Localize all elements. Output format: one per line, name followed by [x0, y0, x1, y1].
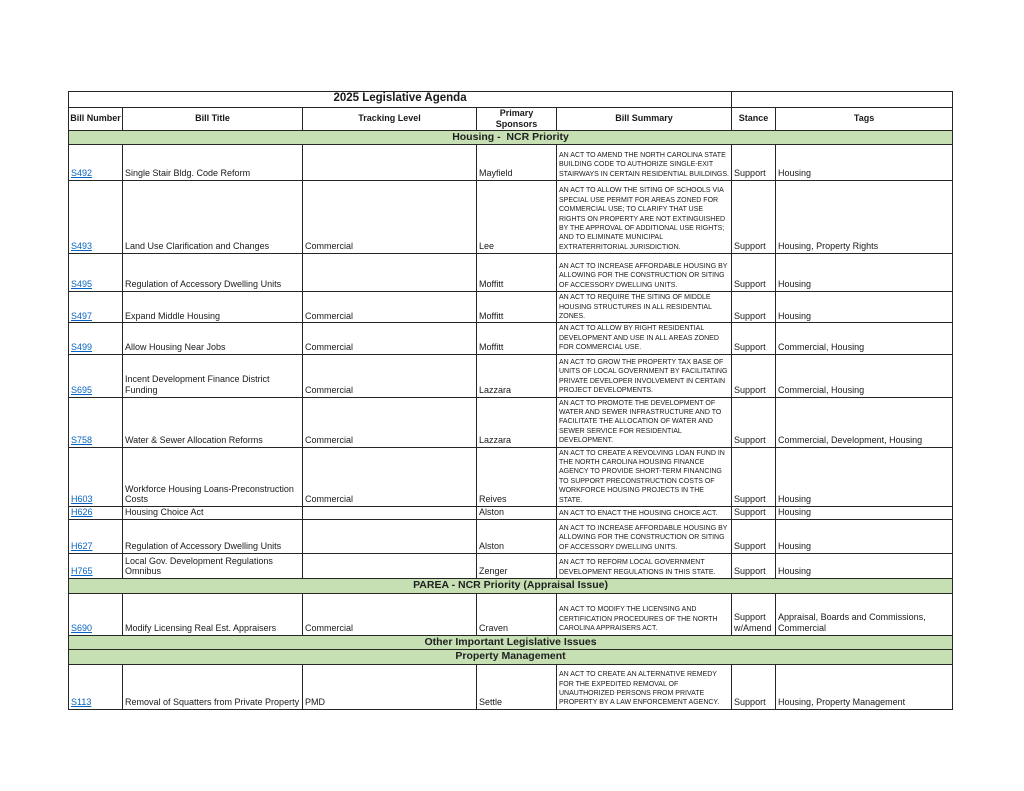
tags-cell: Housing — [776, 254, 953, 292]
bill-summary-cell: AN ACT TO ALLOW BY RIGHT RESIDENTIAL DEVELOPMENT AND USE IN ALL AREAS ZONED FOR COMMERCIAL USE. — [557, 323, 732, 354]
bill-summary-cell: AN ACT TO AMEND THE NORTH CAROLINA STATE BUILDING CODE TO AUTHORIZE SINGLE-EXIT STAIRWAYS IN CERTAIN RESIDENTIAL BUILDINGS. — [557, 145, 732, 181]
tracking-level-cell — [303, 145, 477, 181]
bill-summary-cell: AN ACT TO CREATE A REVOLVING LOAN FUND IN THE NORTH CAROLINA HOUSING FINANCE AGENCY TO PROVIDE SHORT-TERM FINANCING TO SUPPORT PRECONSTRUCTION COSTS OF WORKFORCE HOUSING PROJECTS IN THE STATE. — [557, 447, 732, 506]
bill-title-cell: Workforce Housing Loans-Preconstruction Costs — [123, 447, 303, 506]
section-header-label: Housing - NCR Priority — [69, 130, 953, 145]
primary-sponsors-cell: Settle — [477, 664, 557, 709]
tags-cell: Commercial, Housing — [776, 354, 953, 397]
tags-cell: Housing — [776, 520, 953, 554]
bill-number-cell — [69, 520, 123, 554]
bill-number-link[interactable]: H626 — [71, 507, 93, 518]
bill-number-cell — [69, 397, 123, 447]
bill-title-cell: Regulation of Accessory Dwelling Units — [123, 520, 303, 554]
section-header-row — [69, 650, 953, 665]
stance-cell: Support — [732, 447, 776, 506]
bill-number-cell — [69, 593, 123, 635]
primary-sponsors-cell: Craven — [477, 593, 557, 635]
bill-number-link[interactable]: S497 — [71, 310, 93, 321]
tracking-level-cell: Commercial — [303, 292, 477, 323]
title-row — [69, 92, 953, 108]
bill-summary-cell: AN ACT TO CREATE AN ALTERNATIVE REMEDY FOR THE EXPEDITED REMOVAL OF UNAUTHORIZED PERSONS FROM PRIVATE PROPERTY BY A LAW ENFORCEMENT AGENCY. — [557, 664, 732, 709]
bill-number-link[interactable]: S690 — [71, 622, 93, 633]
bill-number-link[interactable]: S758 — [71, 434, 93, 445]
bill-summary-cell: AN ACT TO MODIFY THE LICENSING AND CERTIFICATION PROCEDURES OF THE NORTH CAROLINA APPRAISERS ACT. — [557, 593, 732, 635]
bill-title-cell: Modify Licensing Real Est. Appraisers — [123, 593, 303, 635]
bill-number-cell — [69, 507, 123, 520]
bill-row — [69, 447, 953, 506]
tags-cell: Commercial, Housing — [776, 323, 953, 354]
bill-title-cell: Removal of Squatters from Private Property — [123, 664, 303, 709]
bill-number-cell — [69, 145, 123, 181]
bill-number-link[interactable]: S493 — [71, 241, 93, 252]
stance-cell: Support — [732, 145, 776, 181]
tracking-level-cell — [303, 520, 477, 554]
tracking-level-cell — [303, 554, 477, 579]
tracking-level-cell: Commercial — [303, 181, 477, 254]
primary-sponsors-cell: Moffitt — [477, 292, 557, 323]
bill-summary-cell: AN ACT TO ALLOW THE SITING OF SCHOOLS VIA SPECIAL USE PERMIT FOR AREAS ZONED FOR COMMERCIAL USE; TO CLARIFY THAT USE RIGHTS ON PROPERTY ARE NOT EXTINGUISHED BY THE APPROVAL OF ADDITIONAL USE RIGHTS; AND TO ELIMINATE MUNICIPAL EXTRATERRITORIAL JURISDICTION. — [557, 181, 732, 254]
bill-number-cell — [69, 447, 123, 506]
stance-cell: Support w/Amend — [732, 593, 776, 635]
bill-number-link[interactable]: S499 — [71, 341, 93, 352]
bill-title-cell: Allow Housing Near Jobs — [123, 323, 303, 354]
bill-row — [69, 323, 953, 354]
page-title: 2025 Legislative Agenda — [69, 92, 732, 108]
col-header-bill-number: Bill Number — [69, 108, 123, 131]
tags-cell: Housing — [776, 447, 953, 506]
bill-number-cell — [69, 292, 123, 323]
bill-row — [69, 397, 953, 447]
bill-summary-cell: AN ACT TO GROW THE PROPERTY TAX BASE OF UNITS OF LOCAL GOVERNMENT BY FACILITATING PRIVATE DEVELOPER INVOLVEMENT IN CERTAIN PROJECT DEVELOPMENTS. — [557, 354, 732, 397]
bill-number-cell — [69, 323, 123, 354]
primary-sponsors-cell: Alston — [477, 520, 557, 554]
bill-title-cell: Water & Sewer Allocation Reforms — [123, 397, 303, 447]
section-header-label: Other Important Legislative Issues — [69, 635, 953, 650]
section-header-label: PAREA - NCR Priority (Appraisal Issue) — [69, 579, 953, 594]
tags-cell: Housing, Property Management — [776, 664, 953, 709]
stance-cell: Support — [732, 664, 776, 709]
tracking-level-cell: Commercial — [303, 354, 477, 397]
stance-cell: Support — [732, 292, 776, 323]
bill-row — [69, 181, 953, 254]
section-header-row — [69, 130, 953, 145]
bill-row — [69, 664, 953, 709]
col-header-bill-title: Bill Title — [123, 108, 303, 131]
primary-sponsors-cell: Mayfield — [477, 145, 557, 181]
bill-number-link[interactable]: S113 — [71, 697, 92, 708]
bill-summary-cell: AN ACT TO INCREASE AFFORDABLE HOUSING BY ALLOWING FOR THE CONSTRUCTION OR SITING OF ACCESSORY DWELLING UNITS. — [557, 254, 732, 292]
bill-number-cell — [69, 664, 123, 709]
bill-title-cell: Land Use Clarification and Changes — [123, 181, 303, 254]
agenda-table — [68, 91, 953, 710]
stance-cell: Support — [732, 554, 776, 579]
bill-title-cell: Local Gov. Development Regulations Omnibus — [123, 554, 303, 579]
bill-row — [69, 520, 953, 554]
primary-sponsors-cell: Zenger — [477, 554, 557, 579]
primary-sponsors-cell: Lazzara — [477, 397, 557, 447]
primary-sponsors-cell: Moffitt — [477, 323, 557, 354]
tags-cell: Housing, Property Rights — [776, 181, 953, 254]
tracking-level-cell: PMD — [303, 664, 477, 709]
tags-cell: Housing — [776, 292, 953, 323]
bill-title-cell: Housing Choice Act — [123, 507, 303, 520]
bill-title-cell: Regulation of Accessory Dwelling Units — [123, 254, 303, 292]
tracking-level-cell — [303, 254, 477, 292]
bill-number-link[interactable]: S695 — [71, 384, 93, 395]
bill-row — [69, 507, 953, 520]
bill-summary-cell: AN ACT TO REQUIRE THE SITING OF MIDDLE HOUSING STRUCTURES IN ALL RESIDENTIAL ZONES. — [557, 292, 732, 323]
tags-cell: Housing — [776, 554, 953, 579]
tracking-level-cell: Commercial — [303, 397, 477, 447]
bill-number-cell — [69, 554, 123, 579]
bill-title-cell: Incent Development Finance District Funding — [123, 354, 303, 397]
stance-cell: Support — [732, 181, 776, 254]
tracking-level-cell: Commercial — [303, 593, 477, 635]
title-row-empty-cell — [732, 92, 953, 108]
col-header-tracking-level: Tracking Level — [303, 108, 477, 131]
bill-summary-cell: AN ACT TO ENACT THE HOUSING CHOICE ACT. — [557, 507, 732, 520]
col-header-stance: Stance — [732, 108, 776, 131]
bill-number-cell — [69, 354, 123, 397]
bill-row — [69, 554, 953, 579]
bill-number-link[interactable]: S492 — [71, 168, 93, 179]
bill-row — [69, 254, 953, 292]
bill-number-cell — [69, 181, 123, 254]
tracking-level-cell: Commercial — [303, 323, 477, 354]
primary-sponsors-cell: Lee — [477, 181, 557, 254]
bill-row — [69, 354, 953, 397]
bill-number-cell — [69, 254, 123, 292]
col-header-bill-summary: Bill Summary — [557, 108, 732, 131]
stance-cell: Support — [732, 520, 776, 554]
primary-sponsors-cell: Moffitt — [477, 254, 557, 292]
section-header-row — [69, 635, 953, 650]
bill-row — [69, 145, 953, 181]
stance-cell: Support — [732, 354, 776, 397]
tracking-level-cell: Commercial — [303, 447, 477, 506]
section-header-row — [69, 579, 953, 594]
bill-title-cell: Single Stair Bldg. Code Reform — [123, 145, 303, 181]
bill-title-cell: Expand Middle Housing — [123, 292, 303, 323]
legislative-agenda-sheet — [68, 91, 952, 710]
bill-row — [69, 593, 953, 635]
bill-number-link[interactable]: H627 — [71, 541, 93, 552]
bill-summary-cell: AN ACT TO INCREASE AFFORDABLE HOUSING BY ALLOWING FOR THE CONSTRUCTION OR SITING OF ACCESSORY DWELLING UNITS. — [557, 520, 732, 554]
tracking-level-cell — [303, 507, 477, 520]
bill-number-link[interactable]: H765 — [71, 566, 93, 577]
bill-number-link[interactable]: H603 — [71, 494, 93, 505]
bill-row — [69, 292, 953, 323]
stance-cell: Support — [732, 254, 776, 292]
stance-cell: Support — [732, 323, 776, 354]
primary-sponsors-cell: Reives — [477, 447, 557, 506]
column-header-row — [69, 108, 953, 131]
tags-cell: Appraisal, Boards and Commissions, Commercial — [776, 593, 953, 635]
col-header-tags: Tags — [776, 108, 953, 131]
primary-sponsors-cell: Lazzara — [477, 354, 557, 397]
bill-number-link[interactable]: S495 — [71, 279, 93, 290]
stance-cell: Support — [732, 507, 776, 520]
section-header-label: Property Management — [69, 650, 953, 665]
col-header-primary-sponsors: Primary Sponsors — [477, 108, 557, 131]
tags-cell: Housing — [776, 507, 953, 520]
tags-cell: Housing — [776, 145, 953, 181]
tags-cell: Commercial, Development, Housing — [776, 397, 953, 447]
stance-cell: Support — [732, 397, 776, 447]
bill-summary-cell: AN ACT TO REFORM LOCAL GOVERNMENT DEVELOPMENT REGULATIONS IN THIS STATE. — [557, 554, 732, 579]
bill-summary-cell: AN ACT TO PROMOTE THE DEVELOPMENT OF WATER AND SEWER INFRASTRUCTURE AND TO FACILITATE THE ALLOCATION OF WATER AND SEWER SERVICE FOR RESIDENTIAL DEVELOPMENT. — [557, 397, 732, 447]
primary-sponsors-cell: Alston — [477, 507, 557, 520]
